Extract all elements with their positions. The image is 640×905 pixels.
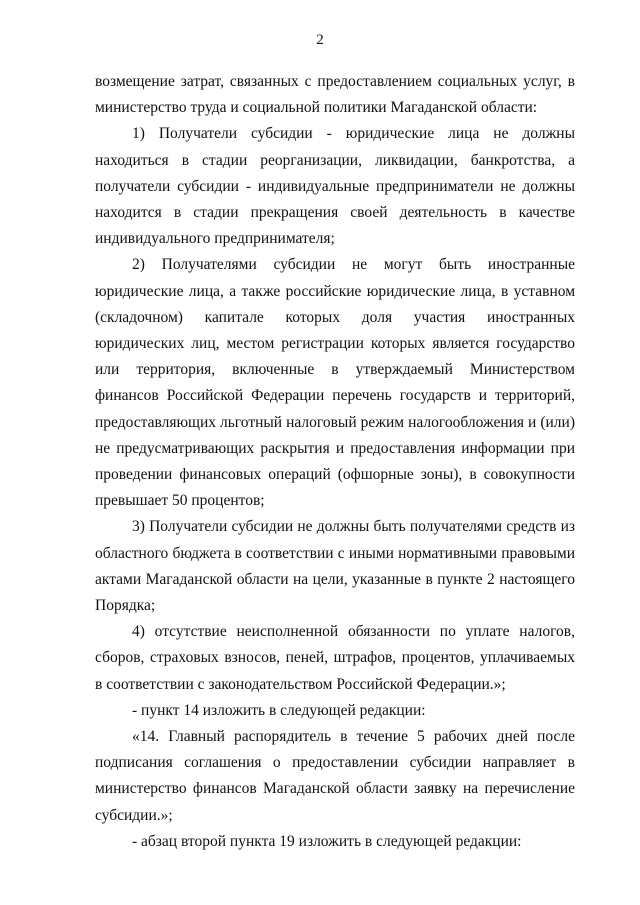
paragraph-point-14-text: «14. Главный распорядитель в течение 5 рабочих дней после подписания соглашения о предоставлении субсидии направляет в министерство финансов Магаданской области заявку на перечисление субсидии.»; [95, 728, 575, 824]
paragraph-item-4: 4) отсутствие неисполненной обязанности по уплате налогов, сборов, страховых взносов, пеней, штрафов, процентов, уплачиваемых в соответствии с законодательством Российской Федерации.»; [95, 623, 575, 693]
paragraph-continuation: возмещение затрат, связанных с предоставлением социальных услуг, в министерство труда и социальной политики Магаданской области: [95, 73, 575, 117]
page-number: 2 [316, 32, 324, 48]
paragraph-amend-point-19: - абзац второй пункта 19 изложить в следующей редакции: [132, 832, 522, 850]
paragraph-item-1: 1) Получатели субсидии - юридические лица не должны находиться в стадии реорганизации, ликвидации, банкротства, а получатели субсидии - индивидуальные предприниматели не должны находится в стадии прекращения своей деятельность в качестве индивидуального предпринимателя; [95, 125, 575, 248]
paragraph-item-3: 3) Получатели субсидии не должны быть получателями средств из областного бюджета в соответствии с иными нормативными правовыми актами Магаданской области на цели, указанные в пункте 2 настоящего Порядка; [95, 518, 575, 615]
paragraph-amend-point-14: - пункт 14 изложить в следующей редакции: [132, 701, 426, 719]
document-body [95, 69, 575, 855]
paragraph-item-2: 2) Получателями субсидии не могут быть иностранные юридические лица, а также российские юридические лица, в уставном (складочном) капитале которых доля участия иностранных юридических лиц, местом регистрации которых является государство или территория, включенные в утверждаемый Министерством финансов Российской Федерации перечень государств и территорий, предоставляющих льготный налоговый режим налогообложения и (или) не предусматривающих раскрытия и предоставления информации при проведении финансовых операций (офшорные зоны), в совокупности превышает 50 процентов; [95, 256, 575, 510]
